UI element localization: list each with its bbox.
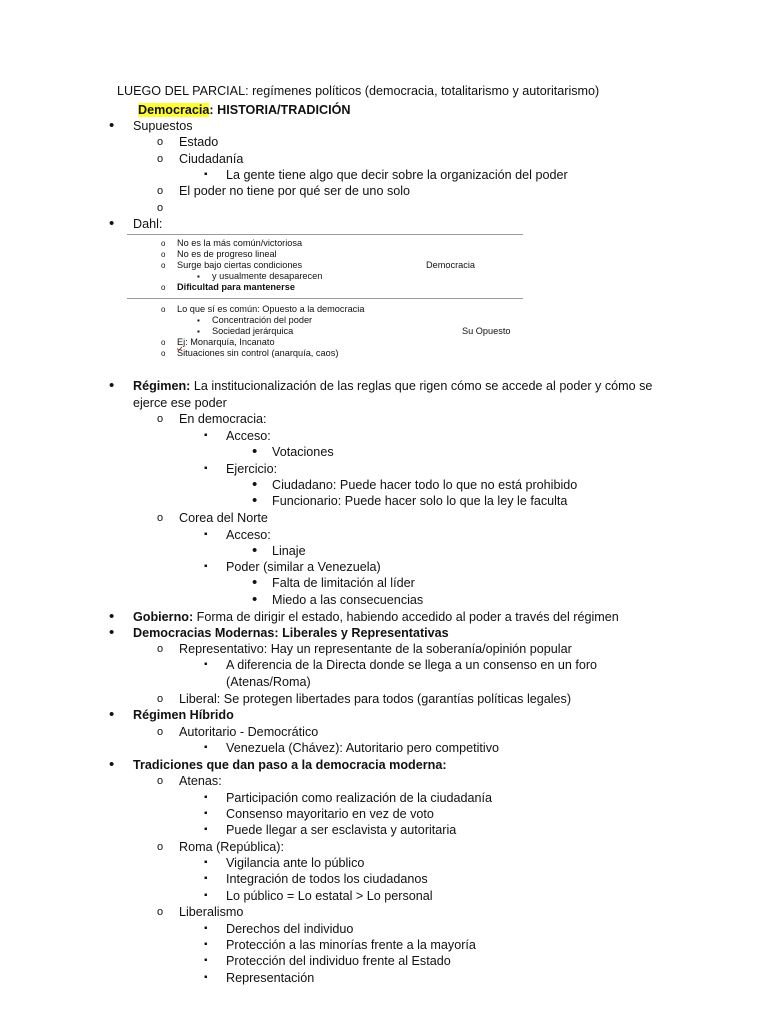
ejercicio: Ejercicio:: [226, 462, 278, 476]
circle-marker: o: [157, 413, 164, 425]
roma: Roma (República):: [179, 840, 284, 854]
roma-item: Vigilancia ante lo público: [226, 856, 365, 870]
dahl-line: No es la más común/victoriosa: [177, 238, 303, 248]
circle-marker: o: [157, 185, 164, 197]
dahl-line-rest: : Monarquía, Incanato: [185, 337, 275, 347]
circle-marker: o: [161, 305, 166, 314]
corea: Corea del Norte: [179, 511, 268, 525]
supuestos-label: Supuestos: [133, 119, 193, 133]
circle-marker: o: [157, 906, 164, 918]
bullet-marker: •: [252, 476, 258, 493]
divider: [127, 298, 523, 299]
liberal: Liberal: Se protegen libertades para todos (garantías políticas legales): [179, 692, 572, 706]
liberalismo: Liberalismo: [179, 905, 244, 919]
square-marker: ▪: [204, 890, 208, 901]
spellcheck-underline: Ej: [177, 337, 186, 347]
dahl-embedded-image: [127, 234, 523, 361]
dahl-line: No es de progreso lineal: [177, 249, 277, 259]
atenas-item: Puede llegar a ser esclavista y autoritaria: [226, 823, 457, 837]
roma-item: Lo público = Lo estatal > Lo personal: [226, 889, 433, 903]
circle-marker: o: [157, 512, 164, 524]
circle-marker: o: [161, 349, 166, 358]
bullet-marker: •: [252, 542, 258, 559]
miedo: Miedo a las consecuencias: [272, 593, 424, 607]
diferencia-directa: A diferencia de la Directa donde se llega a un consenso en un foro: [226, 658, 598, 672]
liberalismo-item: Protección del individuo frente al Estado: [226, 954, 451, 968]
dahl-line: y usualmente desaparecen: [212, 271, 323, 281]
dahl-line: Situaciones sin control (anarquía, caos): [177, 348, 339, 358]
atenas-item: Consenso mayoritario en vez de voto: [226, 807, 434, 821]
dahl-line: Sociedad jerárquica: [212, 326, 294, 336]
votaciones: Votaciones: [272, 445, 334, 459]
regimen-hibrido-label: Régimen Híbrido: [133, 708, 234, 722]
divider: [127, 234, 523, 235]
circle-marker: o: [157, 726, 164, 738]
venezuela-chavez: Venezuela (Chávez): Autoritario pero competitivo: [226, 741, 500, 755]
circle-marker: o: [157, 841, 164, 853]
gobierno-def: Forma de dirigir el estado, habiendo accedido al poder a través del régimen: [193, 610, 619, 624]
bullet-marker: •: [252, 443, 258, 460]
bullet-marker: •: [252, 492, 258, 509]
square-marker: ▪: [204, 463, 208, 474]
square-marker: ▪: [204, 923, 208, 934]
regimen-def-cont: ejerce ese poder: [133, 396, 227, 410]
bullet-marker: •: [109, 608, 115, 625]
square-marker: ▪: [204, 430, 208, 441]
square-marker: ▪: [197, 327, 200, 336]
funcionario: Funcionario: Puede hacer solo lo que la ley le faculta: [272, 494, 568, 508]
square-marker: ▪: [204, 824, 208, 835]
supuestos-ciudadania: Ciudadanía: [179, 152, 244, 166]
dahl-right-label: Democracia: [426, 260, 476, 270]
circle-marker: o: [161, 261, 166, 270]
tradiciones-label: Tradiciones que dan paso a la democracia moderna:: [133, 758, 447, 772]
liberalismo-item: Representación: [226, 971, 315, 985]
dahl-line: Surge bajo ciertas condiciones: [177, 260, 303, 270]
circle-marker: o: [157, 775, 164, 787]
square-marker: ▪: [204, 529, 208, 540]
square-marker: ▪: [204, 857, 208, 868]
bullet-marker: •: [109, 215, 115, 232]
dahl-line: Lo que sí es común: Opuesto a la democracia: [177, 304, 365, 314]
square-marker: ▪: [204, 169, 208, 180]
circle-marker: o: [157, 202, 164, 214]
circle-marker: o: [161, 283, 166, 292]
atenas: Atenas:: [179, 774, 222, 788]
dahl-line: [177, 337, 275, 348]
democracias-modernas-label: Democracias Modernas: Liberales y Representativas: [133, 626, 449, 640]
square-marker: ▪: [204, 561, 208, 572]
bullet-marker: •: [252, 591, 258, 608]
regimen-label: Régimen:: [133, 379, 191, 393]
roma-item: Integración de todos los ciudadanos: [226, 872, 428, 886]
democracia-heading-rest: : HISTORIA/TRADICIÓN: [209, 103, 351, 117]
square-marker: ▪: [204, 742, 208, 753]
bullet-marker: •: [109, 706, 115, 723]
acceso: Acceso:: [226, 429, 271, 443]
bullet-marker: •: [252, 574, 258, 591]
regimen-definition: [133, 378, 652, 394]
circle-marker: o: [157, 153, 164, 165]
square-marker: ▪: [204, 659, 208, 670]
atenas-item: Participación como realización de la ciudadanía: [226, 791, 493, 805]
dahl-label: Dahl:: [133, 217, 163, 231]
supuestos-gente: La gente tiene algo que decir sobre la organización del poder: [226, 168, 568, 182]
dahl-right-label: Su Opuesto: [462, 326, 511, 336]
square-marker: ▪: [204, 939, 208, 950]
regimen-def: La institucionalización de las reglas que rigen cómo se accede al poder y cómo se: [190, 379, 653, 393]
gobierno-definition: [133, 609, 619, 625]
acceso-corea: Acceso:: [226, 528, 271, 542]
square-marker: ▪: [204, 873, 208, 884]
supuestos-estado: Estado: [179, 135, 219, 149]
diferencia-directa-cont: (Atenas/Roma): [226, 675, 311, 689]
square-marker: ▪: [197, 316, 200, 325]
circle-marker: o: [161, 250, 166, 259]
circle-marker: o: [157, 136, 164, 148]
bullet-marker: •: [109, 624, 115, 641]
square-marker: ▪: [197, 272, 200, 281]
bullet-marker: •: [109, 756, 115, 773]
gobierno-label: Gobierno:: [133, 610, 194, 624]
square-marker: ▪: [204, 792, 208, 803]
linaje: Linaje: [272, 544, 306, 558]
circle-marker: o: [161, 239, 166, 248]
democracia-highlight: Democracia: [138, 103, 210, 117]
circle-marker: o: [157, 643, 164, 655]
square-marker: ▪: [204, 955, 208, 966]
democracia-heading: [138, 102, 351, 118]
poder-venezuela: Poder (similar a Venezuela): [226, 560, 381, 574]
liberalismo-item: Protección a las minorías frente a la mayoría: [226, 938, 476, 952]
square-marker: ▪: [204, 808, 208, 819]
representativo: Representativo: Hay un representante de la soberanía/opinión popular: [179, 642, 572, 656]
supuestos-poder: El poder no tiene por qué ser de uno solo: [179, 184, 411, 198]
dahl-line: Dificultad para mantenerse: [177, 282, 295, 292]
dahl-line: Concentración del poder: [212, 315, 313, 325]
falta-limitacion: Falta de limitación al líder: [272, 576, 415, 590]
bullet-marker: •: [109, 117, 115, 134]
square-marker: ▪: [204, 972, 208, 983]
autoritario-democratico: Autoritario - Democrático: [179, 725, 319, 739]
ciudadano: Ciudadano: Puede hacer todo lo que no está prohibido: [272, 478, 578, 492]
bullet-marker: •: [109, 377, 115, 394]
page-title: LUEGO DEL PARCIAL: regímenes políticos (democracia, totalitarismo y autoritarismo): [117, 84, 600, 98]
en-democracia: En democracia:: [179, 412, 267, 426]
circle-marker: o: [157, 693, 164, 705]
liberalismo-item: Derechos del individuo: [226, 922, 354, 936]
circle-marker: o: [161, 338, 166, 347]
